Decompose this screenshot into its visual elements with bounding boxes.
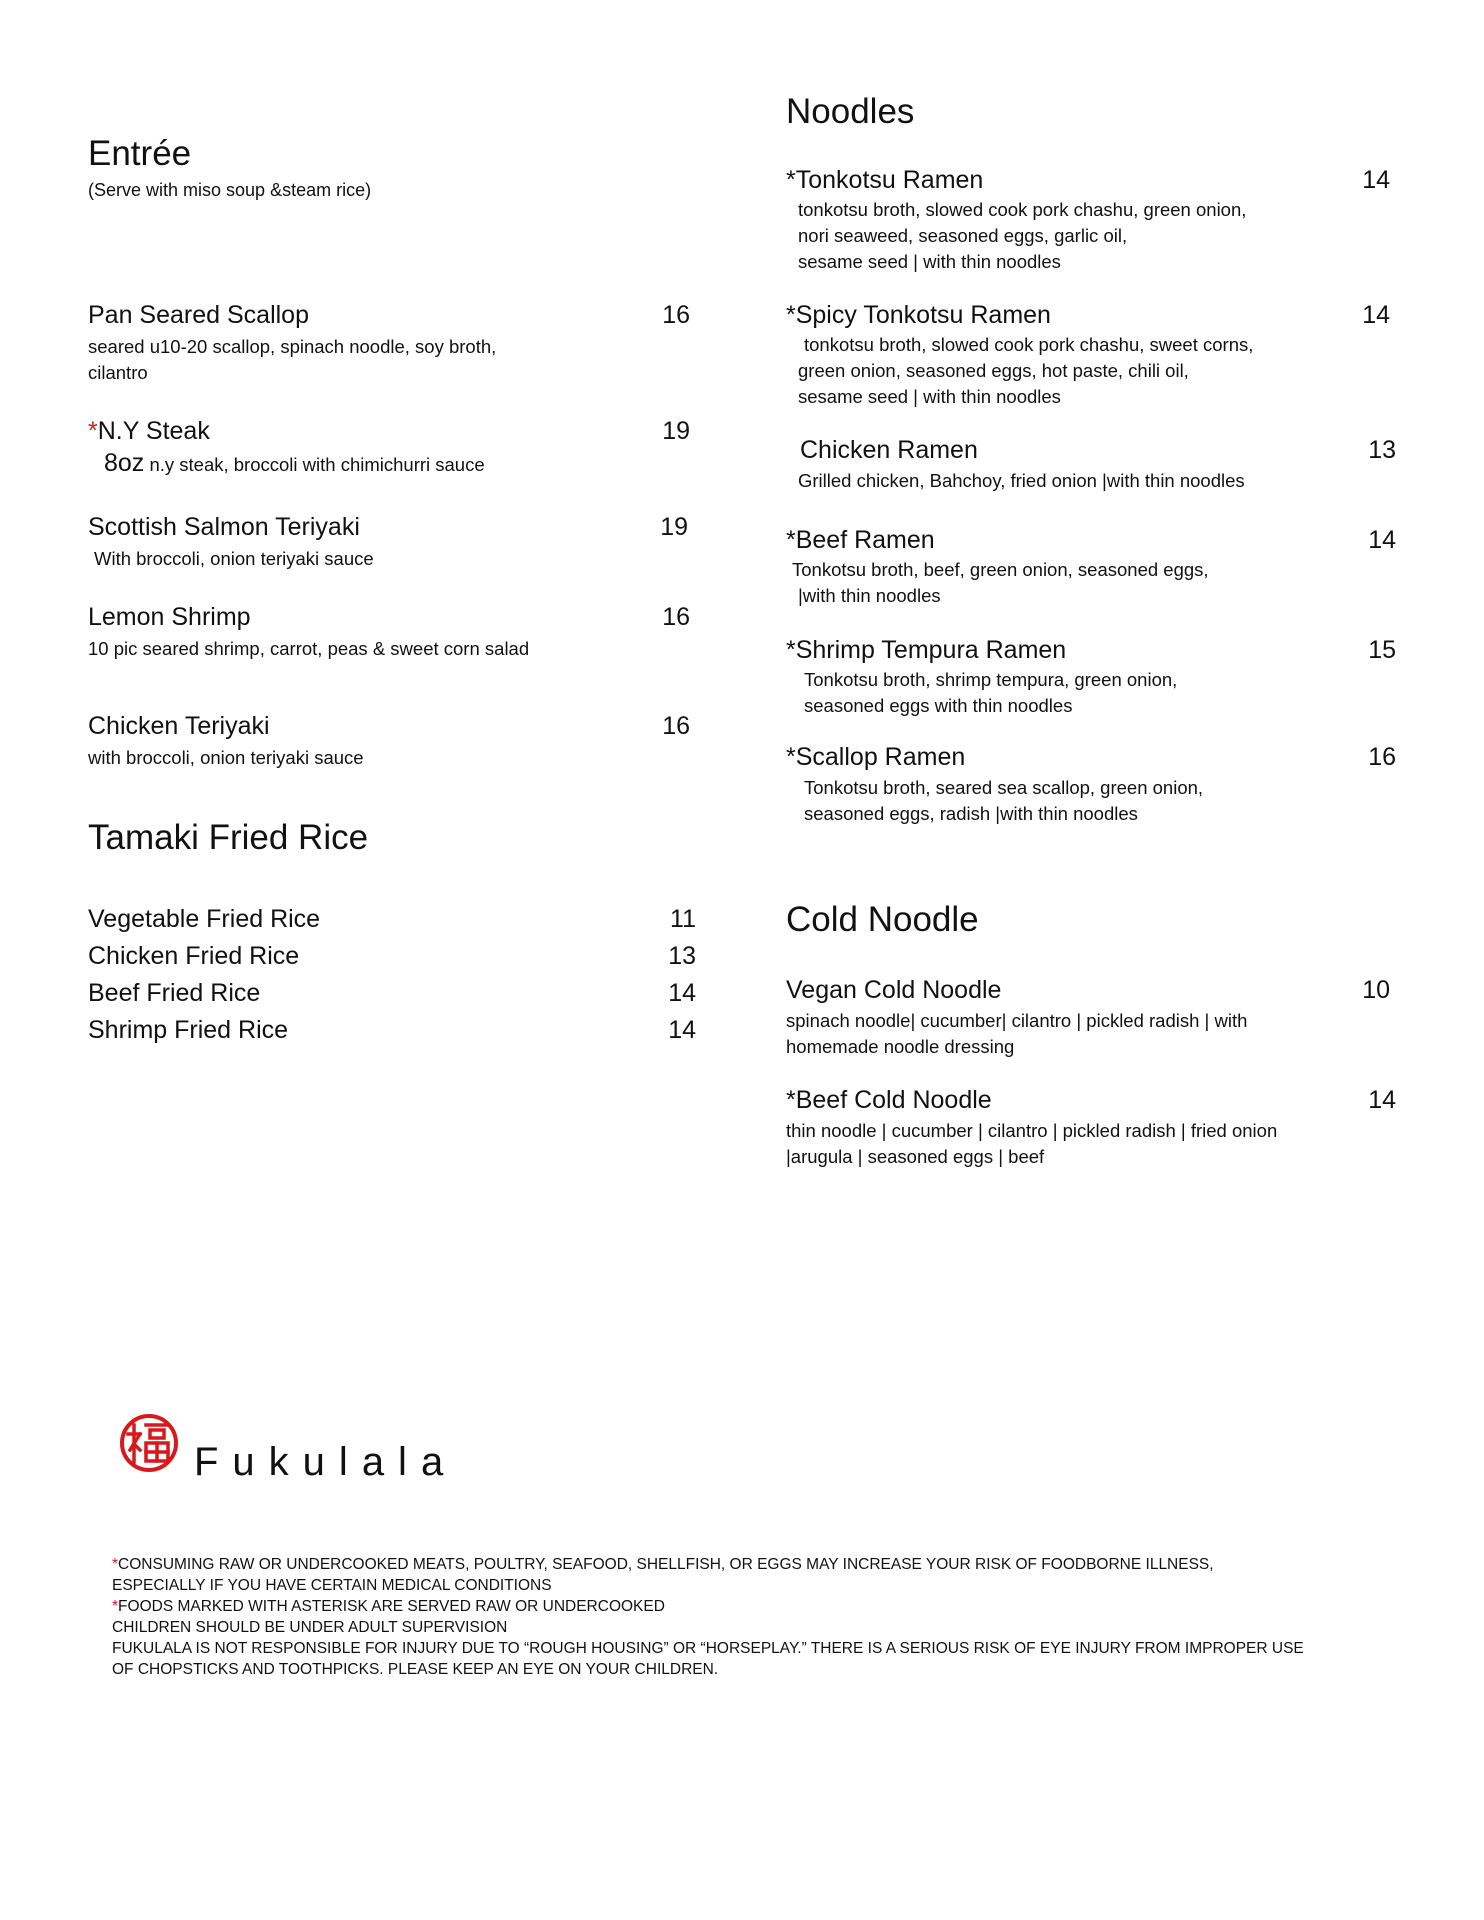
logo-seal-icon bbox=[118, 1412, 180, 1474]
menu-item-desc: nori seaweed, seasoned eggs, garlic oil, bbox=[798, 225, 1128, 246]
menu-item-name bbox=[88, 416, 210, 446]
menu-item-price: 19 bbox=[662, 417, 690, 445]
menu-item-desc: seared u10-20 scallop, spinach noodle, soy broth, bbox=[88, 336, 497, 357]
menu-item-price: 14 bbox=[1368, 1086, 1396, 1114]
menu-item-desc: seasoned eggs, radish |with thin noodles bbox=[804, 803, 1138, 824]
weight-label: 8oz bbox=[104, 449, 145, 477]
menu-item-desc: |with thin noodles bbox=[798, 585, 941, 606]
menu-item-name: *Beef Cold Noodle bbox=[786, 1086, 992, 1114]
menu-item-price: 16 bbox=[1368, 743, 1396, 771]
entree-note: (Serve with miso soup &steam rice) bbox=[88, 180, 372, 200]
menu-item-name: Shrimp Fried Rice bbox=[88, 1016, 289, 1044]
disclaimer bbox=[112, 1554, 1304, 1680]
menu-item-price: 14 bbox=[668, 1016, 696, 1044]
noodles-title: Noodles bbox=[786, 92, 915, 131]
disclaimer-line: ESPECIALLY IF YOU HAVE CERTAIN MEDICAL CONDITIONS bbox=[112, 1577, 552, 1594]
menu-item-name: *Scallop Ramen bbox=[786, 743, 966, 771]
menu-item-name: Chicken Teriyaki bbox=[88, 712, 270, 740]
disclaimer-line: FUKULALA IS NOT RESPONSIBLE FOR INJURY DUE TO “ROUGH HOUSING” OR “HORSEPLAY.” THERE IS A SERIOUS RISK OF EYE INJURY FROM IMPROPER USE bbox=[112, 1640, 1304, 1657]
menu-item-price: 16 bbox=[662, 712, 690, 740]
menu-item-label: N.Y Steak bbox=[97, 417, 210, 445]
menu-item-desc: tonkotsu broth, slowed cook pork chashu, green onion, bbox=[798, 199, 1247, 220]
menu-item-price: 13 bbox=[668, 942, 696, 970]
menu-item-desc: With broccoli, onion teriyaki sauce bbox=[94, 548, 374, 569]
menu-item-desc: Tonkotsu broth, shrimp tempura, green onion, bbox=[804, 669, 1178, 690]
menu-item-desc: green onion, seasoned eggs, hot paste, chili oil, bbox=[798, 360, 1189, 381]
disclaimer-line bbox=[112, 1596, 1304, 1617]
menu-item-name: *Shrimp Tempura Ramen bbox=[786, 636, 1067, 664]
menu-item-price: 14 bbox=[668, 979, 696, 1007]
menu-item-name: *Spicy Tonkotsu Ramen bbox=[786, 301, 1051, 329]
menu-item-price: 14 bbox=[1362, 166, 1390, 194]
menu-item-desc: sesame seed | with thin noodles bbox=[798, 251, 1061, 272]
menu-item-name: *Beef Ramen bbox=[786, 526, 935, 554]
menu-item-price: 14 bbox=[1368, 526, 1396, 554]
menu-item-name: Beef Fried Rice bbox=[88, 979, 261, 1007]
menu-item-desc: seasoned eggs with thin noodles bbox=[804, 695, 1073, 716]
menu-item-price: 16 bbox=[662, 603, 690, 631]
raw-asterisk: * bbox=[112, 1556, 119, 1573]
menu-item-name: Chicken Ramen bbox=[800, 436, 978, 464]
menu-item-name: Vegetable Fried Rice bbox=[88, 905, 321, 933]
menu-item-name: Chicken Fried Rice bbox=[88, 942, 300, 970]
raw-asterisk: * bbox=[88, 417, 98, 445]
disclaimer-line-text: CONSUMING RAW OR UNDERCOOKED MEATS, POULTRY, SEAFOOD, SHELLFISH, OR EGGS MAY INCREASE YOUR RISK OF FOODBORNE ILLNESS, bbox=[118, 1556, 1214, 1573]
menu-item-price: 19 bbox=[660, 513, 688, 541]
menu-item-name: Scottish Salmon Teriyaki bbox=[88, 513, 360, 541]
menu-item-desc: sesame seed | with thin noodles bbox=[798, 386, 1061, 407]
menu-item-price: 10 bbox=[1362, 976, 1390, 1004]
menu-item-desc: Grilled chicken, Bahchoy, fried onion |with thin noodles bbox=[798, 470, 1245, 491]
menu-item-name: Vegan Cold Noodle bbox=[786, 976, 1002, 1004]
menu-item-desc: 10 pic seared shrimp, carrot, peas & sweet corn salad bbox=[88, 638, 530, 659]
menu-item-price: 15 bbox=[1368, 636, 1396, 664]
menu-item-price: 13 bbox=[1368, 436, 1396, 464]
menu-item-desc bbox=[104, 450, 485, 478]
menu-item-desc: thin noodle | cucumber | cilantro | pickled radish | fried onion bbox=[786, 1120, 1278, 1141]
cold-noodle-title: Cold Noodle bbox=[786, 900, 979, 939]
brand-name: Fukulala bbox=[194, 1440, 458, 1484]
menu-item-desc: Tonkotsu broth, beef, green onion, seasoned eggs, bbox=[792, 559, 1209, 580]
menu-item-price: 14 bbox=[1362, 301, 1390, 329]
menu-item-price: 11 bbox=[670, 905, 696, 933]
menu-item-desc: |arugula | seasoned eggs | beef bbox=[786, 1146, 1045, 1167]
menu-item-desc: homemade noodle dressing bbox=[786, 1036, 1015, 1057]
fried-rice-title: Tamaki Fried Rice bbox=[88, 818, 369, 857]
menu-item-desc: tonkotsu broth, slowed cook pork chashu, sweet corns, bbox=[804, 334, 1254, 355]
menu-item-desc: spinach noodle| cucumber| cilantro | pickled radish | with bbox=[786, 1010, 1248, 1031]
menu-item-desc: with broccoli, onion teriyaki sauce bbox=[88, 747, 364, 768]
fukulala-logo-icon bbox=[118, 1412, 180, 1474]
menu-item-name: Pan Seared Scallop bbox=[88, 301, 309, 329]
disclaimer-line: CHILDREN SHOULD BE UNDER ADULT SUPERVISION bbox=[112, 1619, 508, 1636]
menu-item-name: *Tonkotsu Ramen bbox=[786, 166, 984, 194]
menu-item-price: 16 bbox=[662, 301, 690, 329]
menu-item-desc-text: n.y steak, broccoli with chimichurri sauce bbox=[144, 454, 485, 475]
raw-asterisk: * bbox=[112, 1598, 119, 1615]
menu-item-desc: Tonkotsu broth, seared sea scallop, green onion, bbox=[804, 777, 1204, 798]
disclaimer-line-text: FOODS MARKED WITH ASTERISK ARE SERVED RAW OR UNDERCOOKED bbox=[118, 1598, 665, 1615]
disclaimer-line: OF CHOPSTICKS AND TOOTHPICKS. PLEASE KEEP AN EYE ON YOUR CHILDREN. bbox=[112, 1661, 719, 1678]
menu-item-name: Lemon Shrimp bbox=[88, 603, 251, 631]
entree-title: Entrée bbox=[88, 134, 192, 173]
menu-item-desc: cilantro bbox=[88, 362, 148, 383]
disclaimer-line bbox=[112, 1554, 1304, 1575]
